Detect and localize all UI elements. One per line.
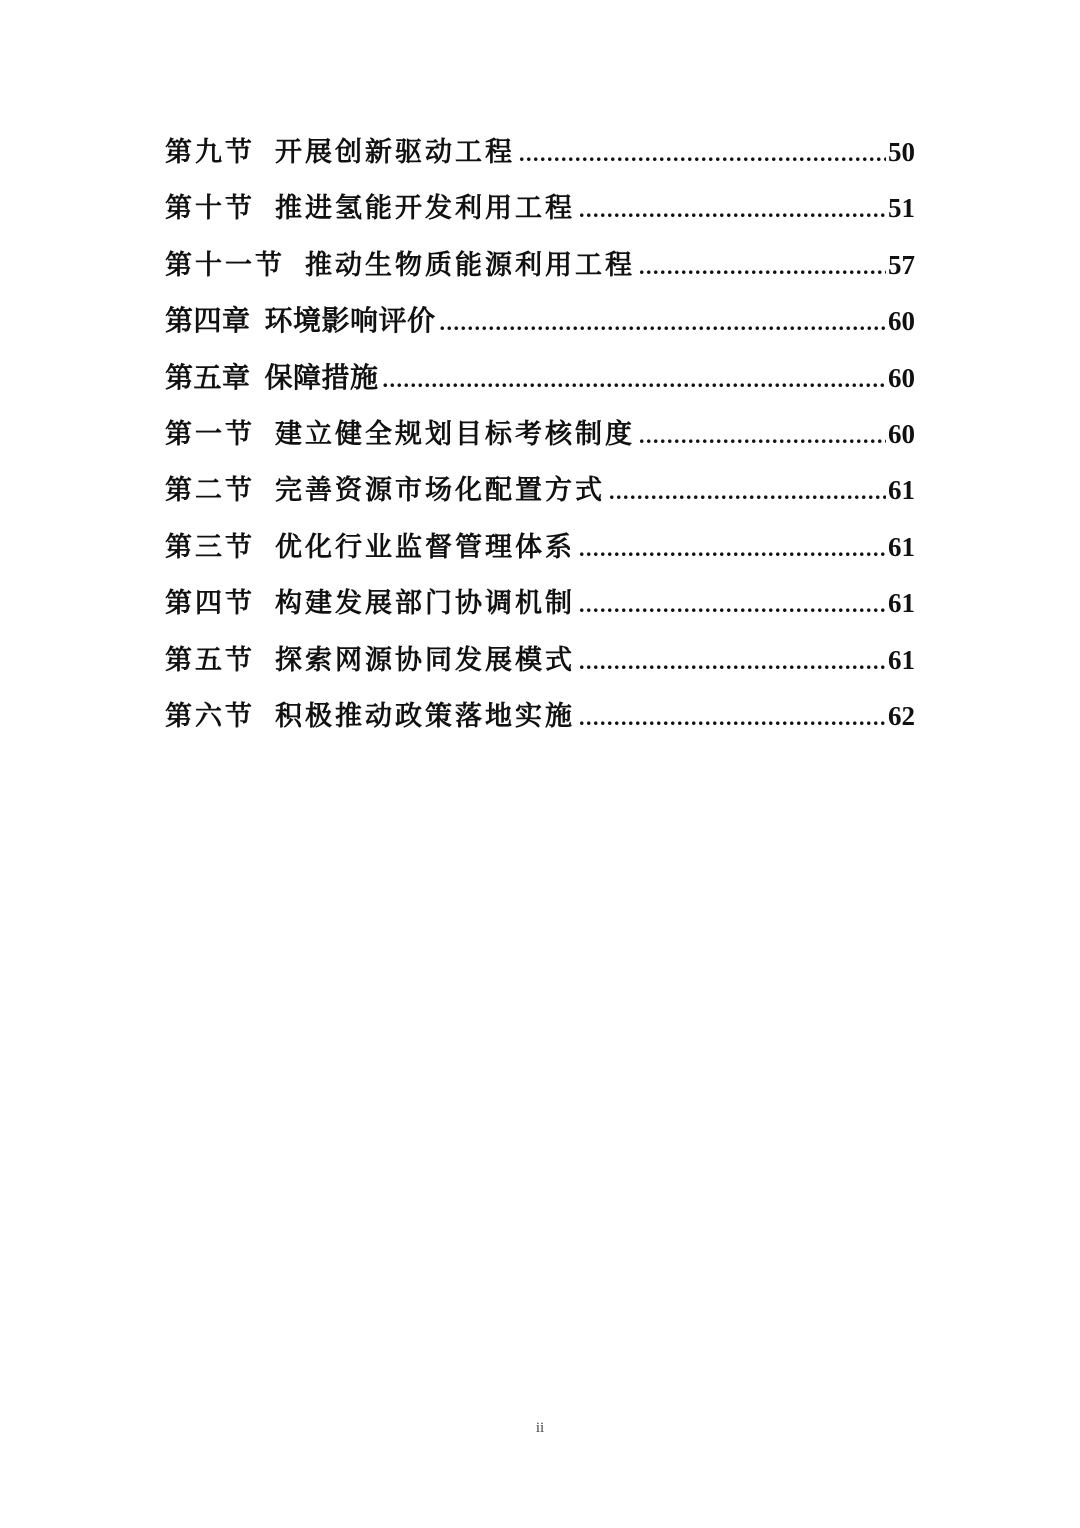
- dot-leader: [579, 690, 886, 746]
- toc-entry-title: 构建发展部门协调机制: [275, 588, 575, 620]
- toc-entry-page: 60: [888, 362, 915, 393]
- toc-entry-page: 61: [888, 475, 915, 506]
- toc-entry-section-11[interactable]: [165, 237, 915, 293]
- dot-leader: [639, 239, 886, 295]
- toc-entry-page: 61: [888, 644, 915, 675]
- dot-leader: [579, 577, 886, 633]
- toc-entry-number: 第十一节: [165, 249, 285, 281]
- toc-label: [165, 576, 575, 632]
- toc-label: [165, 181, 575, 237]
- toc-entry-section-4[interactable]: [165, 575, 915, 631]
- toc-entry-title: 探索网源协同发展模式: [275, 644, 575, 676]
- toc-entry-title: 环境影响评价: [264, 304, 436, 338]
- toc-label: [165, 293, 436, 349]
- toc-label: [165, 350, 379, 406]
- toc-entry-number: 第九节: [165, 137, 255, 168]
- toc-entry-title: 优化行业监督管理体系: [275, 531, 575, 563]
- toc-entry-page: 60: [888, 306, 915, 337]
- toc-entry-number: 第四节: [165, 588, 255, 620]
- dot-leader: [383, 352, 886, 408]
- dot-leader: [579, 182, 886, 238]
- toc-entry-title: 保障措施: [264, 360, 379, 394]
- toc-entry-title: 建立健全规划目标考核制度: [275, 418, 635, 450]
- dot-leader: [609, 464, 886, 520]
- toc-entry-title: 开展创新驱动工程: [275, 137, 515, 168]
- dot-leader: [579, 521, 886, 577]
- dot-leader: [639, 408, 886, 464]
- table-of-contents: [165, 124, 915, 744]
- toc-label: [165, 238, 635, 294]
- toc-entry-chapter-4[interactable]: [165, 293, 915, 349]
- toc-entry-chapter-5[interactable]: [165, 350, 915, 406]
- toc-label: [165, 520, 575, 576]
- toc-entry-number: 第四章: [165, 304, 251, 338]
- toc-entry-title: 完善资源市场化配置方式: [275, 475, 605, 507]
- toc-entry-number: 第五章: [165, 360, 251, 394]
- toc-entry-section-9[interactable]: [165, 124, 915, 180]
- toc-entry-page: 51: [888, 193, 915, 224]
- toc-entry-section-3[interactable]: [165, 519, 915, 575]
- toc-label: [165, 633, 575, 689]
- toc-entry-section-2[interactable]: [165, 462, 915, 518]
- dot-leader: [440, 295, 886, 351]
- toc-entry-page: 60: [888, 418, 915, 449]
- toc-entry-number: 第五节: [165, 644, 255, 676]
- toc-entry-page: 61: [888, 531, 915, 562]
- toc-entry-number: 第二节: [165, 475, 255, 507]
- toc-entry-section-1[interactable]: [165, 406, 915, 462]
- toc-entry-section-5[interactable]: [165, 632, 915, 688]
- toc-entry-title: 推动生物质能源利用工程: [305, 249, 635, 281]
- toc-entry-section-10[interactable]: [165, 180, 915, 236]
- toc-label: [165, 125, 515, 181]
- toc-label: [165, 689, 575, 745]
- toc-entry-title: 积极推动政策落地实施: [275, 700, 575, 732]
- toc-entry-page: 61: [888, 588, 915, 619]
- toc-label: [165, 463, 605, 519]
- dot-leader: [579, 634, 886, 690]
- toc-entry-number: 第六节: [165, 700, 255, 732]
- toc-entry-page: 57: [888, 249, 915, 280]
- toc-entry-section-6[interactable]: [165, 688, 915, 744]
- toc-entry-number: 第三节: [165, 531, 255, 563]
- dot-leader: [519, 126, 886, 182]
- page-number: ii: [535, 1420, 545, 1436]
- toc-entry-page: 62: [888, 700, 915, 731]
- toc-label: [165, 407, 635, 463]
- toc-entry-number: 第十节: [165, 193, 255, 225]
- toc-entry-page: 50: [888, 137, 915, 167]
- toc-entry-title: 推进氢能开发利用工程: [275, 193, 575, 225]
- toc-entry-number: 第一节: [165, 418, 255, 450]
